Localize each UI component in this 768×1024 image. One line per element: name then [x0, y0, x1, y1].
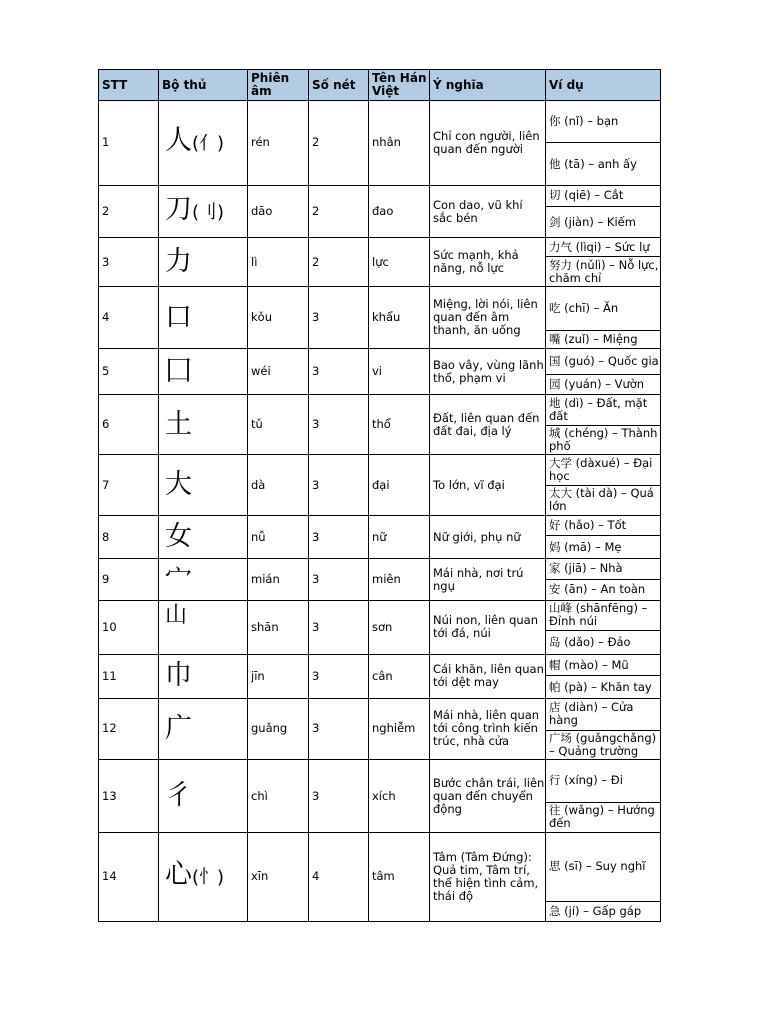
- cell-strokes: 3: [309, 394, 369, 455]
- header-meaning: Ý nghĩa: [430, 70, 546, 101]
- cell-meaning: Con dao, vũ khí sắc bén: [430, 185, 546, 238]
- cell-pinyin: nǚ: [248, 515, 309, 558]
- cell-strokes: 4: [309, 832, 369, 921]
- radical-glyph: 大: [165, 469, 192, 501]
- cell-example: 努力 (nǔlì) – Nỗ lực, chăm chỉ: [546, 257, 661, 286]
- cell-meaning: Cái khăn, liên quan tới dệt may: [430, 655, 546, 698]
- cell-han-viet: đại: [369, 455, 430, 516]
- cell-strokes: 3: [309, 515, 369, 558]
- table-row: [99, 185, 661, 206]
- cell-example: 城 (chéng) – Thành phố: [546, 426, 661, 455]
- radical-table: [98, 69, 661, 922]
- cell-example: 往 (wǎng) – Hướng đến: [546, 802, 661, 832]
- radical-glyph: 女: [165, 521, 192, 553]
- cell-pinyin: jīn: [248, 655, 309, 698]
- cell-example: 山峰 (shānfēng) – Đỉnh núi: [546, 600, 661, 630]
- cell-han-viet: khẩu: [369, 286, 430, 349]
- cell-example: 大学 (dàxué) – Đại học: [546, 455, 661, 485]
- cell-example: 急 (jí) – Gấp gáp: [546, 901, 661, 921]
- cell-meaning: Sức mạnh, khả năng, nỗ lực: [430, 238, 546, 286]
- cell-radical: [159, 698, 248, 760]
- cell-meaning: Bao vây, vùng lãnh thổ, phạm vi: [430, 349, 546, 394]
- cell-stt: 1: [99, 101, 159, 186]
- radical-variant: (刂): [192, 202, 225, 224]
- cell-strokes: 3: [309, 286, 369, 349]
- cell-han-viet: tâm: [369, 832, 430, 921]
- cell-radical: [159, 760, 248, 833]
- cell-strokes: 2: [309, 238, 369, 286]
- radical-glyph: 土: [165, 408, 192, 440]
- cell-pinyin: dāo: [248, 185, 309, 238]
- header-row: [99, 70, 661, 101]
- cell-strokes: 3: [309, 559, 369, 600]
- cell-example: 地 (dì) – Đất, mặt đất: [546, 394, 661, 425]
- cell-pinyin: chì: [248, 760, 309, 833]
- cell-stt: 6: [99, 394, 159, 455]
- cell-meaning: Núi non, liên quan tới đá, núi: [430, 600, 546, 655]
- cell-example: 岛 (dǎo) – Đảo: [546, 631, 661, 655]
- table-row: [99, 394, 661, 425]
- cell-strokes: 3: [309, 349, 369, 394]
- cell-stt: 11: [99, 655, 159, 698]
- cell-example: 嘴 (zuǐ) – Miệng: [546, 331, 661, 349]
- header-examples: Ví dụ: [546, 70, 661, 101]
- cell-example: 安 (ān) – An toàn: [546, 579, 661, 600]
- cell-han-viet: nghiễm: [369, 698, 430, 760]
- cell-stt: 3: [99, 238, 159, 286]
- cell-radical: [159, 185, 248, 238]
- cell-radical: [159, 515, 248, 558]
- cell-meaning: Mái nhà, nơi trú ngụ: [430, 559, 546, 600]
- cell-example: 好 (hǎo) – Tốt: [546, 515, 661, 535]
- cell-stt: 9: [99, 559, 159, 600]
- cell-radical: [159, 655, 248, 698]
- radical-glyph: 刀: [165, 194, 192, 226]
- cell-meaning: Nữ giới, phụ nữ: [430, 515, 546, 558]
- cell-strokes: 3: [309, 600, 369, 655]
- cell-stt: 2: [99, 185, 159, 238]
- cell-radical: [159, 101, 248, 186]
- cell-han-viet: vi: [369, 349, 430, 394]
- cell-meaning: Tâm (Tâm Đứng): Quả tim, Tâm trí, thể hiện tình cảm, thái độ: [430, 832, 546, 921]
- cell-han-viet: miên: [369, 559, 430, 600]
- table-row: [99, 600, 661, 630]
- cell-han-viet: lực: [369, 238, 430, 286]
- cell-strokes: 3: [309, 455, 369, 516]
- cell-example: 太大 (tài dà) – Quá lớn: [546, 485, 661, 515]
- cell-stt: 5: [99, 349, 159, 394]
- cell-stt: 12: [99, 698, 159, 760]
- cell-meaning: Bước chân trái, liên quan đến chuyển động: [430, 760, 546, 833]
- table-row: [99, 238, 661, 257]
- cell-pinyin: wéi: [248, 349, 309, 394]
- cell-radical: [159, 349, 248, 394]
- cell-meaning: Đất, liên quan đến đất đai, địa lý: [430, 394, 546, 455]
- cell-han-viet: thổ: [369, 394, 430, 455]
- radical-glyph: 宀: [165, 563, 192, 595]
- cell-stt: 14: [99, 832, 159, 921]
- table-row: [99, 655, 661, 676]
- radical-glyph: 囗: [165, 355, 192, 387]
- cell-example: 帕 (pà) – Khăn tay: [546, 676, 661, 698]
- radical-glyph: 彳: [165, 780, 192, 812]
- cell-stt: 8: [99, 515, 159, 558]
- cell-radical: [159, 394, 248, 455]
- cell-strokes: 3: [309, 760, 369, 833]
- table-row: [99, 559, 661, 579]
- cell-pinyin: xīn: [248, 832, 309, 921]
- cell-strokes: 2: [309, 101, 369, 186]
- cell-meaning: Mái nhà, liên quan tới công trình kiến trúc, nhà cửa: [430, 698, 546, 760]
- table-row: [99, 101, 661, 143]
- cell-example: 园 (yuán) – Vườn: [546, 374, 661, 394]
- cell-meaning: To lớn, vĩ đại: [430, 455, 546, 516]
- table-row: [99, 832, 661, 901]
- cell-example: 思 (sī) – Suy nghĩ: [546, 832, 661, 901]
- radical-glyph: 人: [165, 125, 192, 157]
- cell-example: 广场 (guǎngchǎng) – Quảng trường: [546, 730, 661, 759]
- cell-example: 你 (nǐ) – bạn: [546, 101, 661, 143]
- table-row: [99, 455, 661, 485]
- radical-variant: (亻): [192, 133, 225, 155]
- table-row: [99, 349, 661, 374]
- header-radical: Bộ thủ: [159, 70, 248, 101]
- cell-example: 国 (guó) – Quốc gia: [546, 349, 661, 374]
- radical-glyph: 力: [165, 246, 192, 278]
- cell-pinyin: rén: [248, 101, 309, 186]
- cell-han-viet: đao: [369, 185, 430, 238]
- header-stt: STT: [99, 70, 159, 101]
- cell-pinyin: tǔ: [248, 394, 309, 455]
- cell-pinyin: dà: [248, 455, 309, 516]
- cell-stt: 4: [99, 286, 159, 349]
- cell-meaning: Chỉ con người, liên quan đến người: [430, 101, 546, 186]
- cell-han-viet: xích: [369, 760, 430, 833]
- radical-glyph: 巾: [165, 660, 192, 692]
- cell-example: 剑 (jiàn) – Kiếm: [546, 207, 661, 238]
- table-row: [99, 698, 661, 730]
- cell-radical: [159, 455, 248, 516]
- cell-radical: [159, 559, 248, 600]
- cell-strokes: 3: [309, 698, 369, 760]
- cell-han-viet: sơn: [369, 600, 430, 655]
- radical-glyph: 口: [165, 301, 192, 333]
- cell-radical: [159, 238, 248, 286]
- cell-example: 妈 (mā) – Mẹ: [546, 536, 661, 559]
- cell-example: 行 (xíng) – Đi: [546, 760, 661, 802]
- cell-strokes: 3: [309, 655, 369, 698]
- cell-han-viet: nữ: [369, 515, 430, 558]
- cell-stt: 10: [99, 600, 159, 655]
- cell-pinyin: shān: [248, 600, 309, 655]
- cell-meaning: Miệng, lời nói, liên quan đến âm thanh, ăn uống: [430, 286, 546, 349]
- radical-glyph: 心: [165, 859, 192, 891]
- cell-example: 切 (qiē) – Cắt: [546, 185, 661, 206]
- table-row: [99, 286, 661, 330]
- cell-pinyin: mián: [248, 559, 309, 600]
- cell-pinyin: kǒu: [248, 286, 309, 349]
- cell-radical: [159, 832, 248, 921]
- cell-strokes: 2: [309, 185, 369, 238]
- table-row: [99, 760, 661, 802]
- cell-example: 吃 (chī) – Ăn: [546, 286, 661, 330]
- radical-glyph: 山: [165, 602, 188, 628]
- table-row: [99, 515, 661, 535]
- cell-example: 家 (jiā) – Nhà: [546, 559, 661, 579]
- header-han-viet: Tên Hán Việt: [369, 70, 430, 101]
- cell-han-viet: cân: [369, 655, 430, 698]
- cell-radical: [159, 600, 248, 655]
- cell-pinyin: guǎng: [248, 698, 309, 760]
- cell-pinyin: lì: [248, 238, 309, 286]
- header-pinyin: Phiên âm: [248, 70, 309, 101]
- cell-han-viet: nhân: [369, 101, 430, 186]
- radical-variant: (忄): [192, 867, 225, 889]
- cell-stt: 13: [99, 760, 159, 833]
- cell-example: 帽 (mào) – Mũ: [546, 655, 661, 676]
- cell-example: 他 (tā) – anh ấy: [546, 143, 661, 185]
- cell-stt: 7: [99, 455, 159, 516]
- cell-radical: [159, 286, 248, 349]
- cell-example: 店 (diàn) – Cửa hàng: [546, 698, 661, 730]
- radical-glyph: 广: [165, 712, 192, 744]
- cell-example: 力气 (lìqi) – Sức lự: [546, 238, 661, 257]
- header-strokes: Số nét: [309, 70, 369, 101]
